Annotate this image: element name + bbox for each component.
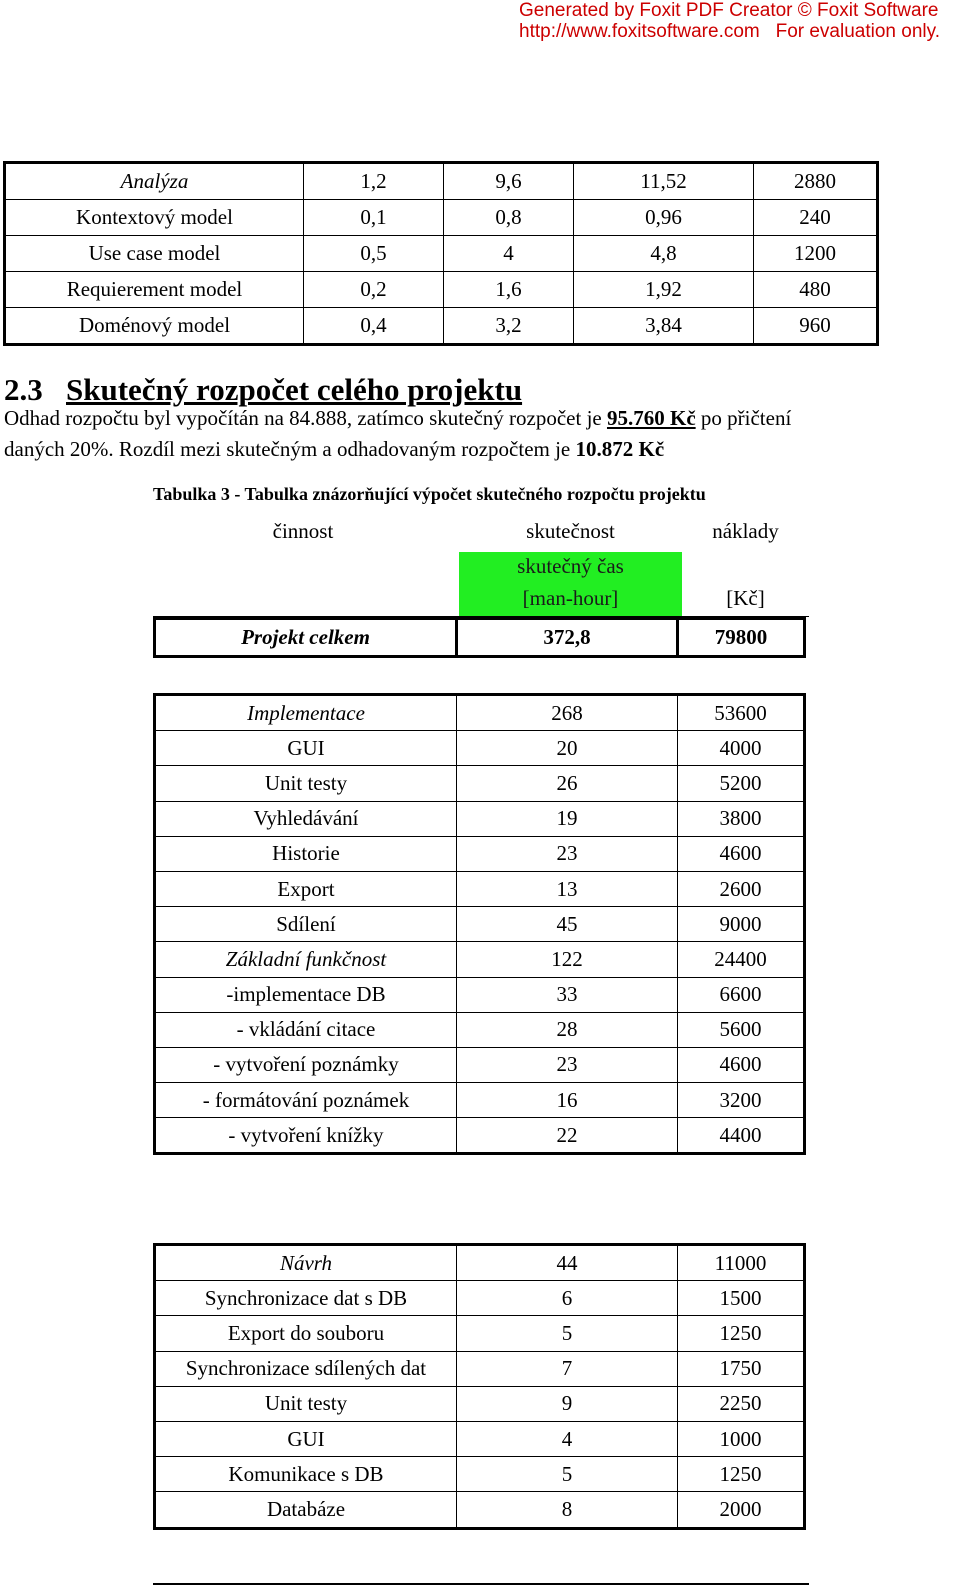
implementation-row-hours: 23 [457,836,678,871]
analysis-row-c3: 1,92 [574,272,754,308]
implementation-row-cost: 5600 [678,1012,805,1047]
implementation-row-cost: 53600 [678,695,805,731]
implementation-row-cost: 3800 [678,801,805,836]
implementation-row [155,1012,805,1047]
implementation-row-name: Vyhledávání [155,801,457,836]
implementation-row [155,836,805,871]
budget-difference: 10.872 Kč [575,437,665,461]
implementation-row [155,1083,805,1118]
implementation-row-name: Export [155,871,457,906]
implementation-row-hours: 22 [457,1118,678,1154]
implementation-row [155,695,805,731]
implementation-row [155,731,805,766]
implementation-row-cost: 24400 [678,942,805,977]
total-row [155,619,805,657]
design-row-cost: 1500 [678,1281,805,1316]
implementation-row-name: Základní funkčnost [155,942,457,977]
design-row-cost: 1250 [678,1316,805,1351]
col-header-real-time: skutečný čas [517,554,624,578]
design-row-name: Komunikace s DB [155,1457,457,1492]
design-row-name: GUI [155,1421,457,1456]
analysis-row-name: Doménový model [5,308,304,345]
implementation-row [155,766,805,801]
col-header-activity: činnost [272,519,334,543]
design-row-cost: 2250 [678,1386,805,1421]
implementation-row-hours: 23 [457,1047,678,1082]
design-row-hours: 6 [457,1281,678,1316]
design-row [155,1316,805,1351]
implementation-row-cost: 9000 [678,907,805,942]
design-row-hours: 5 [457,1457,678,1492]
design-row [155,1245,805,1281]
design-row-hours: 4 [457,1421,678,1456]
implementation-row [155,907,805,942]
design-row-cost: 1250 [678,1457,805,1492]
design-row [155,1281,805,1316]
design-row-cost: 11000 [678,1245,805,1281]
section-title: Skutečný rozpočet celého projektu [66,372,523,407]
total-cost: 79800 [714,625,768,649]
analysis-row [5,272,878,308]
design-row-hours: 7 [457,1351,678,1386]
implementation-row [155,942,805,977]
para1-text-c: po přičtení [695,406,792,430]
total-hours: 372,8 [457,619,678,657]
design-row-name: Návrh [155,1245,457,1281]
implementation-row-name: GUI [155,731,457,766]
implementation-row-name: Sdílení [155,907,457,942]
total-table [153,617,806,658]
implementation-row-cost: 4600 [678,836,805,871]
implementation-row-cost: 2600 [678,871,805,906]
implementation-row-hours: 16 [457,1083,678,1118]
design-row [155,1457,805,1492]
total-label: Projekt celkem [155,619,457,657]
design-row [155,1421,805,1456]
implementation-row [155,1047,805,1082]
analysis-row-name: Requierement model [5,272,304,308]
implementation-table [153,693,806,1155]
implementation-row-cost: 3200 [678,1083,805,1118]
table-caption: Tabulka 3 - Tabulka znázorňující výpočet skutečného rozpočtu projektu [153,484,706,504]
design-row-cost: 2000 [678,1492,805,1528]
analysis-row-name: Use case model [5,236,304,272]
design-row-cost: 1750 [678,1351,805,1386]
analysis-row-c4: 960 [754,308,878,345]
analysis-row [5,163,878,200]
analysis-row-c2: 4 [444,236,574,272]
analysis-row-c1: 0,1 [304,200,444,236]
analysis-row [5,200,878,236]
analysis-row-c2: 9,6 [444,163,574,200]
para2-text-a: daných 20%. Rozdíl mezi skutečným a odhadovaným rozpočtem je [4,437,576,461]
design-row-name: Export do souboru [155,1316,457,1351]
foxit-watermark [519,0,940,42]
implementation-row-name: - vytvoření knížky [155,1118,457,1154]
analysis-row-c4: 480 [754,272,878,308]
implementation-row-hours: 268 [457,695,678,731]
implementation-row-cost: 4000 [678,731,805,766]
implementation-row-hours: 26 [457,766,678,801]
analysis-row-c3: 3,84 [574,308,754,345]
analysis-row-c3: 4,8 [574,236,754,272]
design-row-name: Synchronizace sdílených dat [155,1351,457,1386]
paragraph-line-1 [4,406,791,431]
implementation-row-name: Implementace [155,695,457,731]
design-row [155,1351,805,1386]
analysis-row-c3: 11,52 [574,163,754,200]
implementation-row-cost: 6600 [678,977,805,1012]
implementation-row-hours: 28 [457,1012,678,1047]
col-header-unit-hours: [man-hour] [522,586,619,610]
design-row-name: Synchronizace dat s DB [155,1281,457,1316]
para1-text-a: Odhad rozpočtu byl vypočítán na 84.888, zatímco skutečný rozpočet je [4,406,607,430]
analysis-row-name: Kontextový model [5,200,304,236]
implementation-row [155,801,805,836]
implementation-row [155,1118,805,1154]
col-header-unit-currency: [Kč] [726,586,765,610]
analysis-row-c2: 0,8 [444,200,574,236]
bottom-rule [153,1583,809,1585]
design-row [155,1492,805,1528]
implementation-row-cost: 5200 [678,766,805,801]
analysis-row-c3: 0,96 [574,200,754,236]
analysis-row [5,308,878,345]
design-row-hours: 5 [457,1316,678,1351]
analysis-row-name: Analýza [5,163,304,200]
analysis-row-c2: 3,2 [444,308,574,345]
design-table [153,1243,806,1530]
watermark-line-1: Generated by Foxit PDF Creator © Foxit Software [519,0,939,21]
design-row-hours: 9 [457,1386,678,1421]
implementation-row-name: -implementace DB [155,977,457,1012]
implementation-row-name: - vkládání citace [155,1012,457,1047]
section-heading [4,372,522,408]
implementation-row-hours: 122 [457,942,678,977]
analysis-row-c1: 0,5 [304,236,444,272]
analysis-row-c2: 1,6 [444,272,574,308]
analysis-row-c1: 0,4 [304,308,444,345]
design-row-name: Databáze [155,1492,457,1528]
design-row-hours: 44 [457,1245,678,1281]
implementation-row-name: Unit testy [155,766,457,801]
design-row [155,1386,805,1421]
implementation-row-cost: 4600 [678,1047,805,1082]
actual-budget: 95.760 Kč [606,406,696,430]
implementation-row-cost: 4400 [678,1118,805,1154]
col-header-reality: skutečnost [526,519,615,543]
analysis-row-c4: 2880 [754,163,878,200]
watermark-line-2: http://www.foxitsoftware.com For evaluation only. [519,21,940,42]
analysis-row [5,236,878,272]
analysis-row-c4: 1200 [754,236,878,272]
analysis-row-c4: 240 [754,200,878,236]
col-header-costs: náklady [712,519,779,543]
section-number: 2.3 [4,372,43,407]
analysis-row-c1: 1,2 [304,163,444,200]
implementation-row-hours: 13 [457,871,678,906]
implementation-row-name: Historie [155,836,457,871]
implementation-row-hours: 33 [457,977,678,1012]
implementation-row [155,871,805,906]
implementation-row-name: - formátování poznámek [155,1083,457,1118]
implementation-row-name: - vytvoření poznámky [155,1047,457,1082]
analysis-row-c1: 0,2 [304,272,444,308]
design-row-cost: 1000 [678,1421,805,1456]
implementation-row-hours: 19 [457,801,678,836]
paragraph-line-2 [4,437,664,462]
design-row-hours: 8 [457,1492,678,1528]
design-row-name: Unit testy [155,1386,457,1421]
implementation-row-hours: 20 [457,731,678,766]
implementation-row [155,977,805,1012]
analysis-table [3,161,879,346]
implementation-row-hours: 45 [457,907,678,942]
